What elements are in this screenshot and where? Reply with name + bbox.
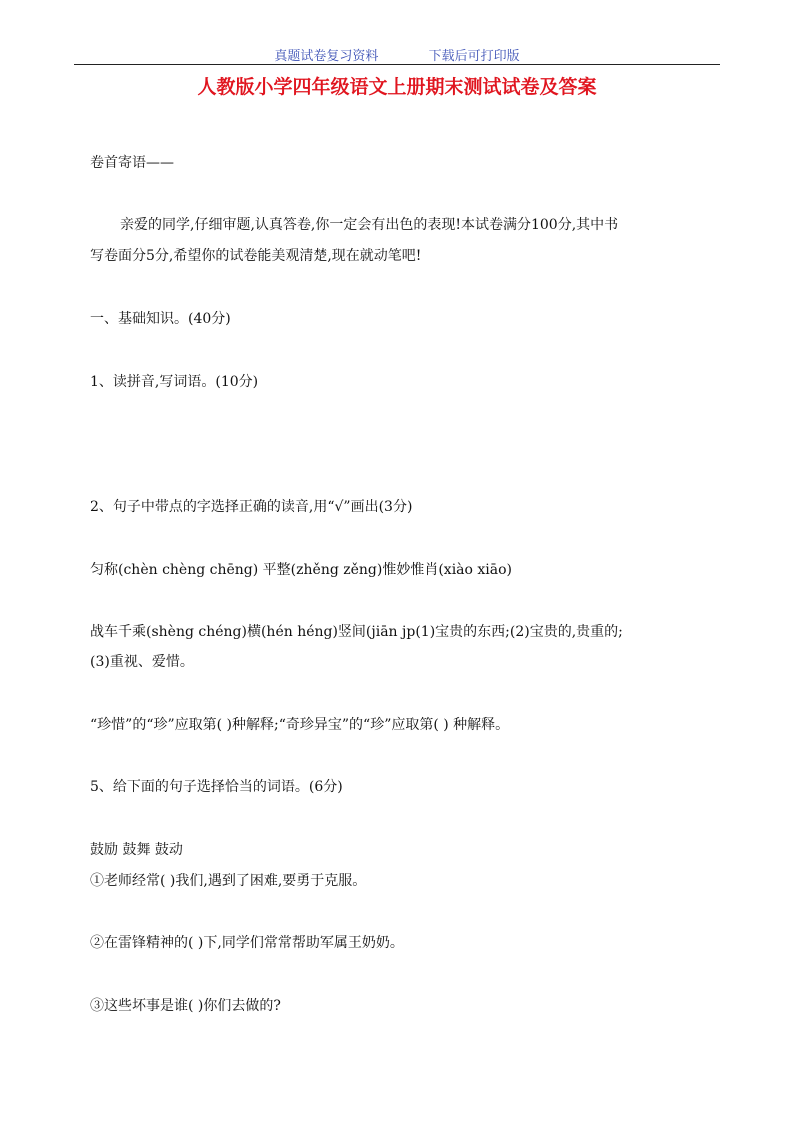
- question-5-item-1: ①老师经常( )我们,遇到了困难,要勇于克服。: [90, 873, 367, 889]
- question-5: 5、给下面的句子选择恰当的词语。(6分): [90, 779, 343, 795]
- question-2-line-3: (3)重视、爱惜。: [90, 654, 194, 670]
- word-choices: 鼓励 鼓舞 鼓动: [90, 842, 183, 858]
- preface-paragraph-line-2: 写卷面分5分,希望你的试卷能美观清楚,现在就动笔吧!: [90, 248, 422, 264]
- header-right-text: 下载后可打印版: [428, 49, 520, 64]
- question-2: 2、句子中带点的字选择正确的读音,用“√”画出(3分): [90, 499, 413, 515]
- document-title: 人教版小学四年级语文上册期末测试试卷及答案: [197, 76, 597, 98]
- question-5-item-3: ③这些坏事是谁( )你们去做的?: [90, 998, 281, 1014]
- question-2-line-1: 匀称(chèn chèng chēng) 平整(zhěng zěng)惟妙惟肖(xiào xiāo): [90, 562, 513, 578]
- question-5-item-2: ②在雷锋精神的( )下,同学们常常帮助军属王奶奶。: [90, 935, 404, 951]
- header-left-text: 真题试卷复习资料: [274, 49, 379, 64]
- zhen-question: “珍惜”的“珍”应取第( )种解释;“奇珍异宝”的“珍”应取第( ) 种解释。: [90, 717, 510, 733]
- page-header: [0, 45, 794, 64]
- preface-paragraph-line-1: 亲爱的同学,仔细审题,认真答卷,你一定会有出色的表现!本试卷满分100分,其中书: [120, 217, 619, 233]
- section-heading-basics: 一、基础知识。(40分): [90, 311, 231, 327]
- preface-heading: 卷首寄语——: [90, 155, 174, 171]
- question-2-line-2: 战车千乘(shèng chéng)横(hén héng)竖间(jiān jp(1)宝贵的东西;(2)宝贵的,贵重的;: [90, 624, 623, 640]
- header-divider: [74, 64, 720, 65]
- question-1: 1、读拼音,写词语。(10分): [90, 374, 259, 390]
